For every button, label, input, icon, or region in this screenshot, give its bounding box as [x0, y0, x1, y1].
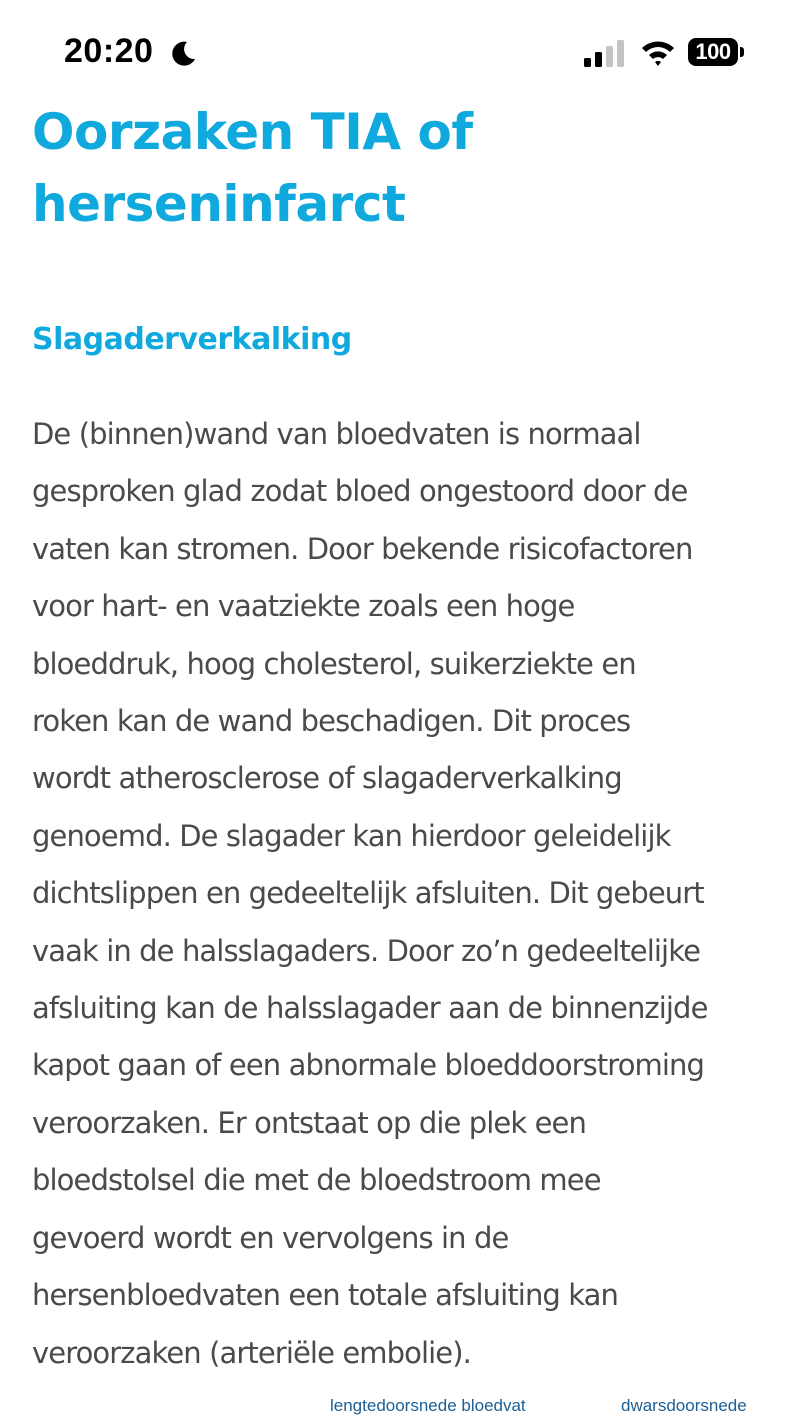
status-bar	[0, 0, 800, 100]
figure-label-longitudinal: lengtedoorsnede bloedvat	[330, 1396, 526, 1415]
status-time: 20:20	[64, 32, 154, 70]
wifi-icon	[640, 38, 676, 68]
body-text-line: vaak in de halsslagaders. Door zo’n gedeeltelijke	[32, 933, 701, 968]
body-text-line: genoemd. De slagader kan hierdoor geleidelijk	[32, 818, 671, 853]
body-text-line: wordt atherosclerose of slagaderverkalking	[32, 761, 622, 796]
body-text-line: bloeddruk, hoog cholesterol, suikerziekte en	[32, 646, 636, 681]
figure-label-cross-section: dwarsdoorsnede	[621, 1396, 747, 1415]
section-heading: Slagaderverkalking	[32, 322, 352, 357]
body-text-line: dichtslippen en gedeeltelijk afsluiten. Dit gebeurt	[32, 876, 704, 911]
body-text-line: gesproken glad zodat bloed ongestoord door de	[32, 474, 688, 509]
battery-icon	[688, 38, 740, 68]
body-text-line: hersenbloedvaten een totale afsluiting kan	[32, 1278, 618, 1313]
moon-icon	[168, 39, 198, 69]
body-text-line: veroorzaken. Er ontstaat op die plek een	[32, 1105, 586, 1140]
body-text-line: kapot gaan of een abnormale bloeddoorstroming	[32, 1048, 705, 1083]
body-text-line: voor hart- en vaatziekte zoals een hoge	[32, 589, 575, 624]
body-text-line: vaten kan stromen. Door bekende risicofactoren	[32, 531, 693, 566]
battery-cap	[740, 47, 744, 57]
body-text-line: veroorzaken (arteriële embolie).	[32, 1335, 471, 1370]
body-text-line: gevoerd wordt en vervolgens in de	[32, 1220, 509, 1255]
article-body	[32, 406, 772, 1382]
figure-labels	[0, 1390, 800, 1414]
page-title	[32, 96, 732, 240]
page-title-line: Oorzaken TIA of	[32, 103, 473, 161]
body-text-line: roken kan de wand beschadigen. Dit proces	[32, 704, 631, 739]
body-text-line: bloedstolsel die met de bloedstroom mee	[32, 1163, 601, 1198]
page-title-line: herseninfarct	[32, 175, 406, 233]
signal-icon	[584, 40, 628, 68]
body-text-line: afsluiting kan de halsslagader aan de binnenzijde	[32, 991, 708, 1026]
body-text-line: De (binnen)wand van bloedvaten is normaal	[32, 417, 641, 451]
battery-level: 100	[688, 38, 738, 66]
